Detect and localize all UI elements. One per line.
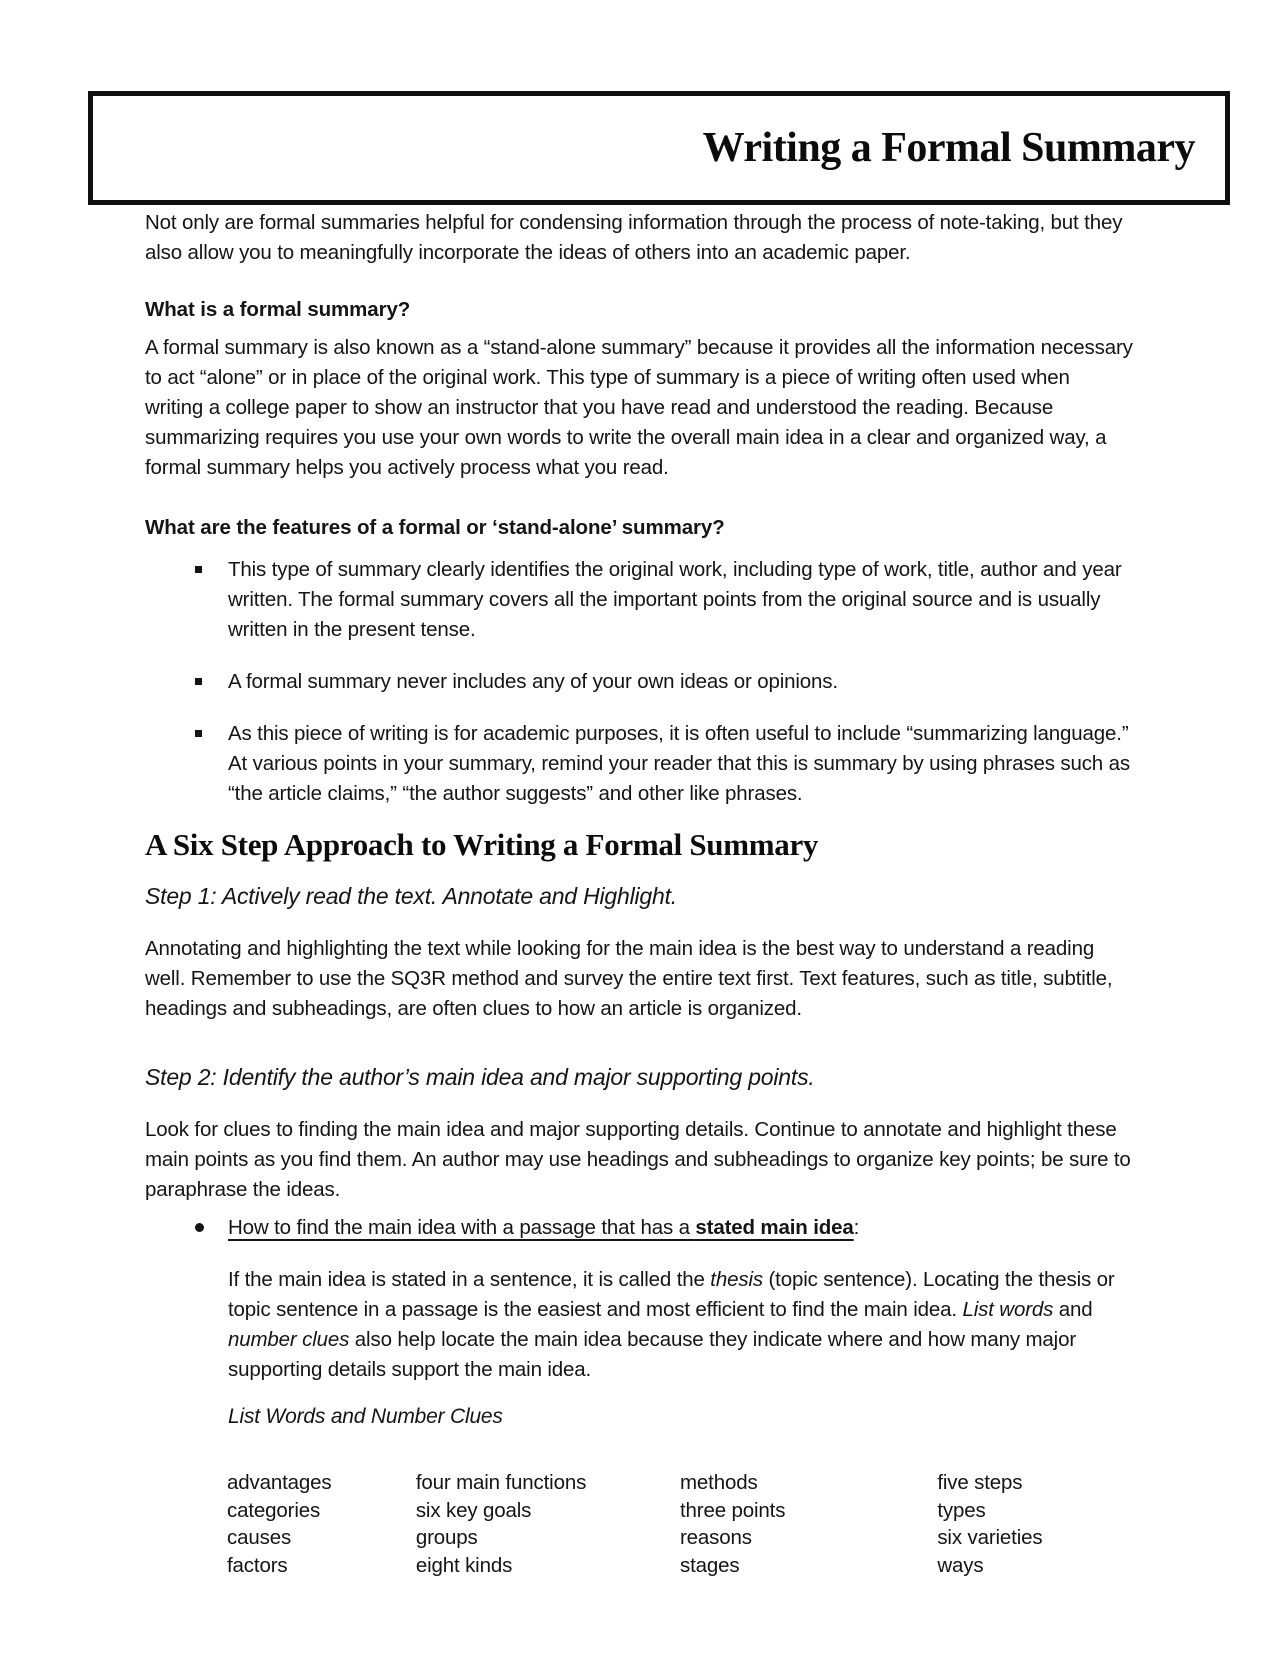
list-item — [145, 719, 1133, 809]
list-item — [145, 667, 1133, 697]
word-column — [680, 1469, 937, 1579]
stated-main-idea-paragraph: If the main idea is stated in a sentence, it is called the thesis (topic sentence). Locating the thesis or topic sentence in a passage is the easiest and most efficient to find the main idea. List words and number clues also help locate the main idea because they indicate where and how many major supporting details support the main idea. — [228, 1268, 1115, 1381]
heading-step1: Step 1: Actively read the text. Annotate and Highlight. — [145, 883, 677, 909]
word-column — [416, 1469, 680, 1579]
heading-features: What are the features of a formal or ‘stand-alone’ summary? — [145, 516, 725, 539]
list-word: four main functions — [415, 1471, 587, 1494]
word-column — [937, 1469, 1133, 1579]
list-word: eight kinds — [415, 1553, 513, 1577]
list-word: causes — [227, 1526, 292, 1549]
feature-bullet-text: This type of summary clearly identifies the original work, including type of work, title, author and year written. The formal summary covers all the important points from the original source and is usually written in the present tense. — [228, 558, 1122, 641]
list-word: six key goals — [415, 1498, 532, 1522]
list-word: stages — [680, 1553, 740, 1577]
feature-bullet-text: A formal summary never includes any of your own ideas or opinions. — [228, 670, 838, 693]
step2-paragraph: Look for clues to finding the main idea and major supporting details. Continue to annotate and highlight these main points as you find them. An author may use headings and subheadings to organize key points; be sure to paraphrase the ideas. — [145, 1118, 1131, 1201]
how-to-bullet — [145, 1213, 1133, 1243]
heading-step2: Step 2: Identify the author’s main idea and major supporting points. — [145, 1064, 815, 1090]
step1-paragraph: Annotating and highlighting the text while looking for the main idea is the best way to understand a reading well. Remember to use the SQ3R method and survey the entire text first. Text features, such as title, subtitle, headings and subheadings, are often clues to how an article is organized. — [145, 937, 1113, 1020]
list-word: factors — [227, 1553, 288, 1577]
feature-bullet-text: As this piece of writing is for academic purposes, it is often useful to include “summarizing language.” At various points in your summary, remind your reader that this is summary by using phrases such as “the article claims,” “the author suggests” and other like phrases. — [228, 722, 1130, 805]
list-words-caption: List Words and Number Clues — [228, 1405, 503, 1428]
title-box — [88, 91, 1230, 205]
word-column — [227, 1469, 416, 1579]
square-bullet-icon — [195, 730, 202, 737]
round-bullet-icon — [195, 1223, 204, 1232]
list-word: groups — [415, 1526, 478, 1549]
intro-paragraph: Not only are formal summaries helpful for condensing information through the process of note-taking, but they also allow you to meaningfully incorporate the ideas of others into an academic paper. — [145, 211, 1123, 264]
page-content — [145, 206, 1133, 1579]
list-word: six varieties — [937, 1526, 1043, 1549]
square-bullet-icon — [195, 678, 202, 685]
heading-six-step-approach: A Six Step Approach to Writing a Formal Summary — [145, 827, 819, 862]
list-words-table — [227, 1469, 1133, 1579]
list-word: categories — [227, 1498, 321, 1522]
heading-what-is-formal-summary: What is a formal summary? — [145, 298, 411, 321]
what-is-paragraph: A formal summary is also known as a “stand-alone summary” because it provides all the information necessary to act “alone” or in place of the original work. This type of summary is a piece of writing often used when writing a college paper to show an instructor that you have read and understood the reading. Because summarizing requires you use your own words to write the overall main idea in a clear and organized way, a formal summary helps you actively process what you read. — [145, 336, 1133, 479]
list-word: methods — [680, 1471, 758, 1494]
square-bullet-icon — [195, 566, 202, 573]
list-word: reasons — [680, 1526, 752, 1549]
list-word: types — [937, 1498, 986, 1522]
list-word: advantages — [227, 1471, 332, 1494]
list-word: three points — [680, 1498, 786, 1522]
how-to-text: How to find the main idea with a passage that has a stated main idea: — [228, 1216, 860, 1239]
list-item — [145, 555, 1133, 645]
page-title: Writing a Formal Summary — [702, 125, 1195, 171]
list-word: five steps — [937, 1471, 1023, 1494]
list-word: ways — [937, 1553, 984, 1577]
features-bullet-list — [145, 555, 1133, 809]
